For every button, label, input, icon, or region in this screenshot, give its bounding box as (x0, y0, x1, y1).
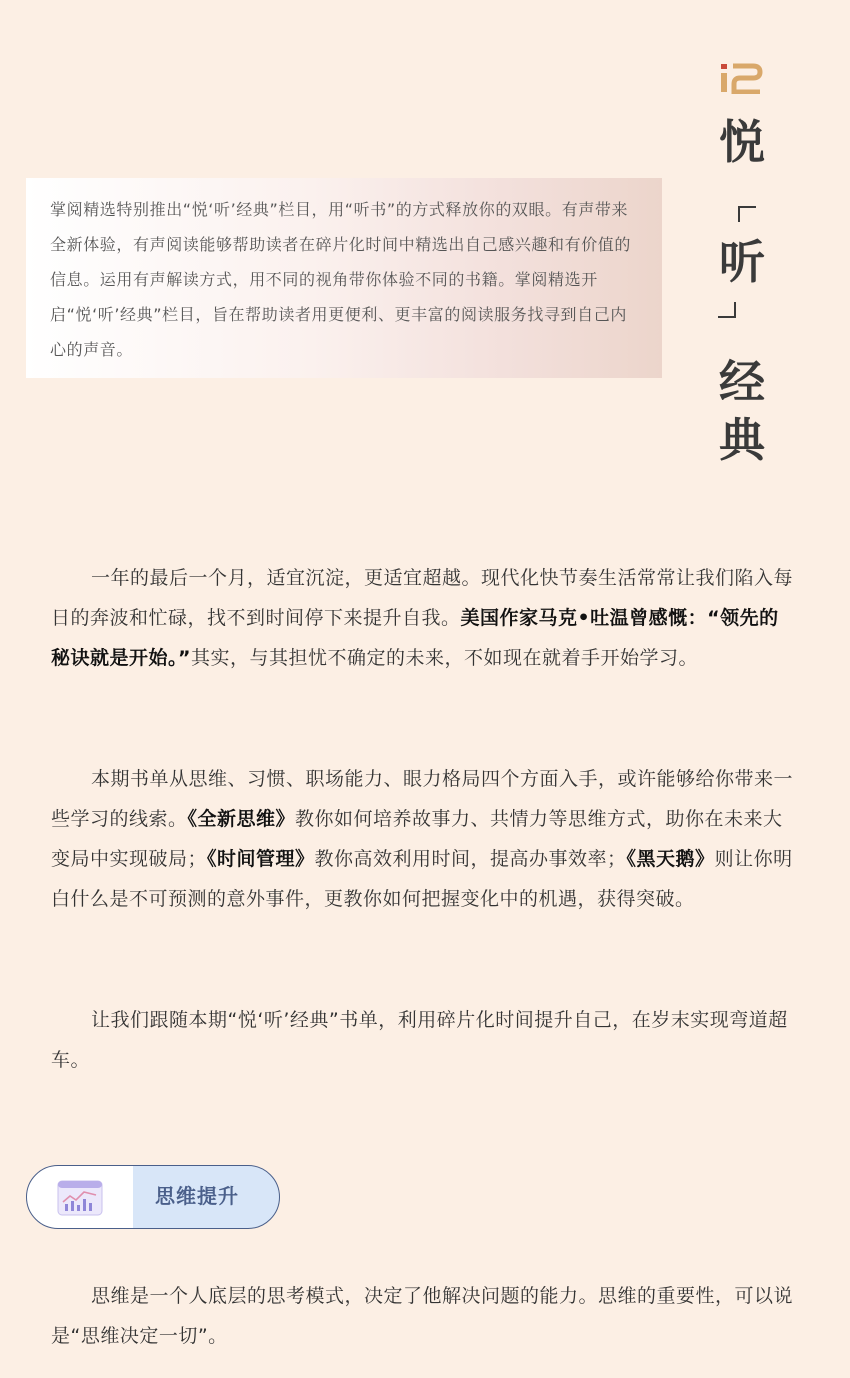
quote-bold: 美国作家马克•吐温曾感慨：“领先的秘诀就是开始。” (51, 607, 779, 669)
corner-bracket-close (718, 302, 736, 318)
paragraph-text: 教你高效利用时间，提高办事效率； (314, 848, 627, 870)
hero-header (0, 0, 850, 520)
title-char-jing: 经 (719, 355, 765, 409)
title-char-ting: 听 (719, 235, 765, 289)
paragraph-thinking: 思维是一个人底层的思考模式，决定了他解决问题的能力。思维的重要性，可以说是“思维决定一切”。 (51, 1285, 794, 1347)
book-title-bold: 《全新思维》 (187, 808, 296, 830)
corner-bracket-open (738, 206, 756, 222)
paragraph-book-list (51, 759, 797, 919)
intro-text-box: 掌阅精选特别推出“悦‘听’经典”栏目，用“听书”的方式释放你的双眼。有声带来全新体验，有声阅读能够帮助读者在碎片化时间中精选出自己感兴趣和有价值的信息。运用有声解读方式，用不同的视角带你体验不同的书籍。掌阅精选开启“悦‘听’经典”栏目，旨在帮助读者用更便利、更丰富的阅读服务找寻到自己内心的声音。 (26, 178, 662, 378)
paragraph-intro (51, 558, 797, 678)
section-label: 思维提升 (155, 1184, 239, 1208)
book-title-bold: 《黑天鹅》 (626, 848, 715, 870)
section-header-thinking (26, 1165, 280, 1229)
ireader-logo-icon (720, 62, 764, 94)
paragraph-text: 一年的最后一个月，适宜沉淀，更适宜超越。现代化快节奏生活常常让我们陷入每日的奔波和忙碌，找不到时间停下来提升自我。 (51, 567, 794, 629)
title-char-yue: 悦 (719, 115, 765, 169)
paragraph-text: 则让你明白什么是不可预测的意外事件，更教你如何把握变化中的机遇，获得突破。 (51, 848, 793, 910)
chart-icon (57, 1180, 103, 1216)
paragraph-text: 教你如何培养故事力、共情力等思维方式，助你在未来大变局中实现破局； (51, 808, 783, 870)
paragraph-closing: 让我们跟随本期“悦‘听’经典”书单，利用碎片化时间提升自己，在岁末实现弯道超车。 (51, 1009, 788, 1071)
paragraph-text: 其实，与其担忧不确定的未来，不如现在就着手开始学习。 (191, 647, 699, 669)
paragraph-text: 本期书单从思维、习惯、职场能力、眼力格局四个方面入手，或许能够给你带来一些学习的线索。 (51, 768, 794, 830)
title-char-dian: 典 (719, 413, 765, 467)
book-title-bold: 《时间管理》 (207, 848, 315, 870)
